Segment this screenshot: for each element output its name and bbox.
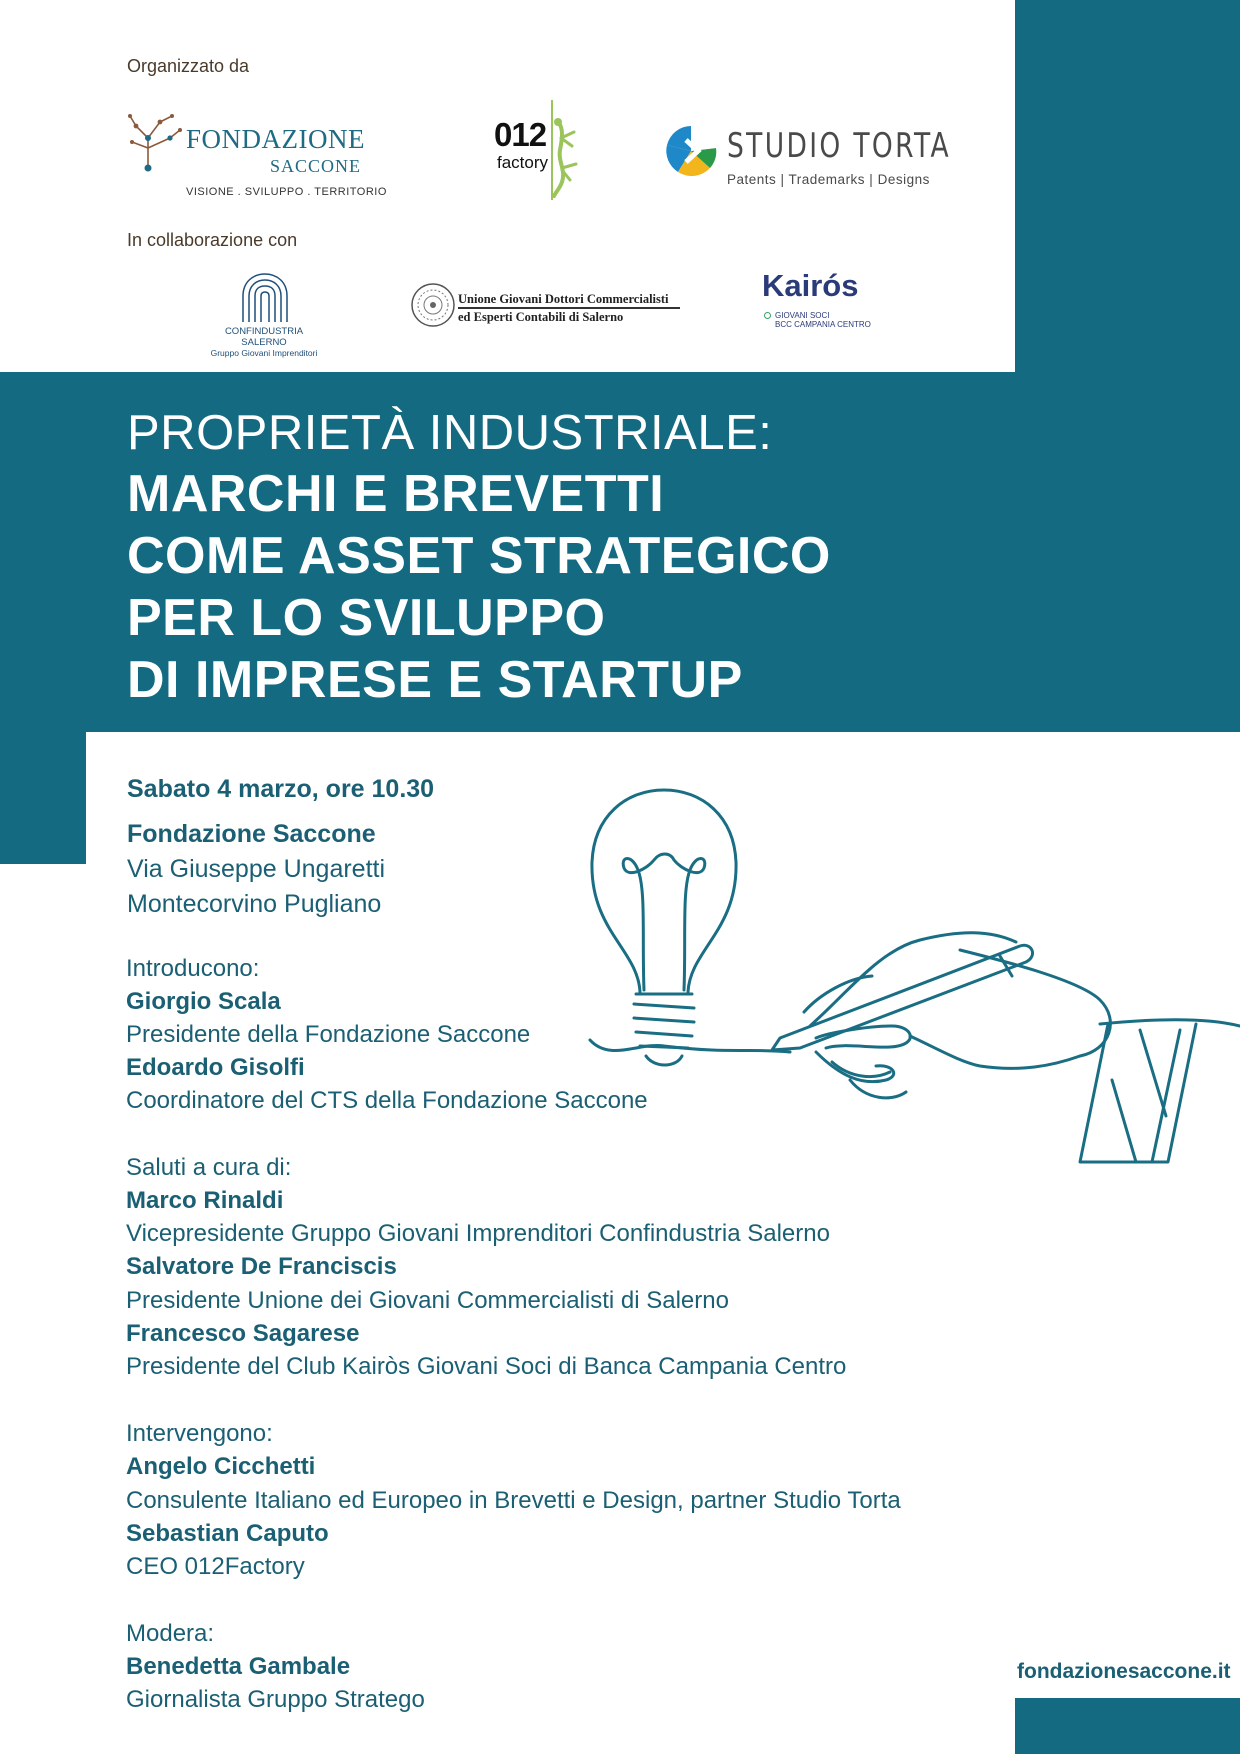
title-line-4: PER LO SVILUPPO — [127, 589, 606, 647]
fondazione-saccone-logo — [126, 108, 386, 198]
event-venue: Fondazione Saccone — [127, 820, 376, 848]
speaker-name: Sebastian Caputo — [126, 1520, 329, 1547]
confindustria-logo — [199, 272, 329, 362]
title-line-5: DI IMPRESE E STARTUP — [127, 651, 743, 709]
speaker-name: Francesco Sagarese — [126, 1320, 360, 1347]
studio-torta-logo — [664, 122, 951, 192]
network-tree-icon — [126, 108, 186, 178]
speaker-role: CEO 012Factory — [126, 1553, 305, 1580]
kairos-dot-icon — [764, 312, 771, 319]
confindustria-line2: SALERNO — [241, 337, 287, 348]
event-street: Via Giuseppe Ungaretti — [127, 855, 386, 883]
right-color-band — [1015, 0, 1240, 372]
factory-word: factory — [497, 153, 549, 172]
speaker-role: Presidente Unione dei Giovani Commercialisti di Salerno — [126, 1287, 729, 1314]
confindustria-emblem-icon — [239, 272, 291, 324]
speaker-role: Presidente del Club Kairòs Giovani Soci di Banca Campania Centro — [126, 1353, 847, 1380]
collaboration-label: In collaborazione con — [127, 230, 298, 250]
speaker-role: Vicepresidente Gruppo Giovani Imprenditori Confindustria Salerno — [126, 1220, 830, 1247]
section-label-modera: Modera: — [126, 1620, 215, 1647]
kairos-logo — [762, 268, 902, 338]
ugdc-logo — [410, 280, 685, 336]
title-line-2: MARCHI E BREVETTI — [127, 465, 665, 523]
speaker-name: Marco Rinaldi — [126, 1187, 284, 1214]
left-accent-tab — [0, 732, 86, 864]
torta-tagline: Patents | Trademarks | Designs — [727, 172, 930, 187]
title-line-1: PROPRIETÀ INDUSTRIALE: — [127, 406, 773, 460]
speaker-name: Edoardo Gisolfi — [126, 1054, 305, 1081]
bottom-color-band — [1015, 1698, 1240, 1754]
confindustria-line1: CONFINDUSTRIA — [224, 326, 304, 337]
website-link[interactable]: fondazionesaccone.it — [1017, 1660, 1231, 1683]
torta-name: STUDIO TORTA — [727, 126, 951, 166]
kairos-name: Kairós — [762, 268, 859, 303]
speaker-name: Angelo Cicchetti — [126, 1453, 316, 1480]
event-city: Montecorvino Pugliano — [127, 890, 382, 918]
torta-circle-icon — [664, 124, 718, 178]
title-line-3: COME ASSET STRATEGICO — [127, 527, 831, 585]
speaker-name: Giorgio Scala — [126, 988, 281, 1015]
speaker-role: Coordinatore del CTS della Fondazione Saccone — [126, 1087, 648, 1114]
ugdc-seal-icon — [410, 280, 456, 330]
section-label-introducono: Introducono: — [126, 955, 260, 982]
section-label-intervengono: Intervengono: — [126, 1420, 273, 1447]
ugdc-line1: Unione Giovani Dottori Commercialisti — [458, 292, 669, 306]
fondazione-tagline: VISIONE . SVILUPPO . TERRITORIO — [186, 186, 387, 198]
event-date: Sabato 4 marzo, ore 10.30 — [127, 775, 435, 803]
ugdc-line2: ed Esperti Contabili di Salerno — [458, 310, 624, 324]
kairos-line1: GIOVANI SOCI — [775, 311, 830, 320]
confindustria-line3: Gruppo Giovani Imprenditori — [210, 348, 318, 358]
speaker-name: Benedetta Gambale — [126, 1653, 351, 1680]
fondazione-sub: SACCONE — [270, 156, 362, 176]
kairos-line2: BCC CAMPANIA CENTRO — [775, 320, 871, 329]
factory-number: 012 — [494, 116, 547, 153]
fondazione-name: FONDAZIONE — [186, 124, 365, 154]
012-factory-logo — [494, 110, 594, 205]
organized-by-label: Organizzato da — [127, 56, 250, 76]
ugdc-rule — [458, 307, 680, 309]
speaker-role: Presidente della Fondazione Saccone — [126, 1021, 531, 1048]
speaker-name: Salvatore De Franciscis — [126, 1253, 397, 1280]
speaker-role: Consulente Italiano ed Europeo in Brevetti e Design, partner Studio Torta — [126, 1487, 901, 1514]
lightbulb-hand-illustration — [580, 780, 1240, 1180]
section-label-saluti: Saluti a cura di: — [126, 1154, 292, 1181]
speaker-role: Giornalista Gruppo Stratego — [126, 1686, 425, 1713]
gecko-icon — [550, 118, 586, 198]
